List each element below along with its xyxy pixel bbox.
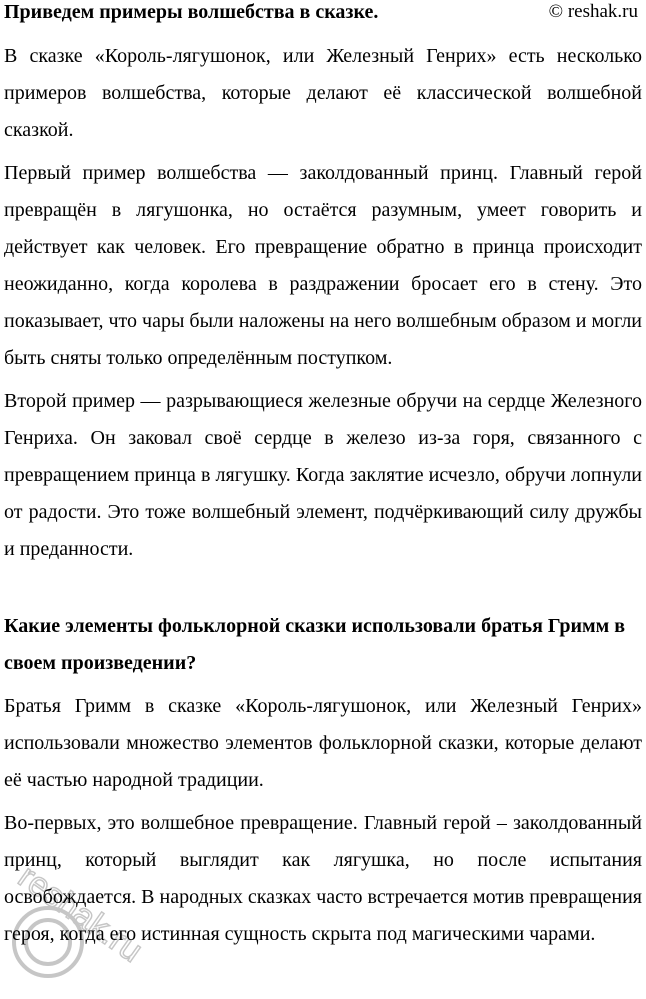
paragraph-grimm-intro: Братья Гримм в сказке «Король-лягушонок, или Железный Генрих» использовали множество элементов фольклорной сказки, которые делают её частью народной традиции. — [4, 695, 642, 791]
header — [4, 0, 642, 26]
document-page — [4, 0, 642, 959]
section-heading: Приведем примеры волшебства в сказке. — [4, 1, 379, 23]
copyright-label: © reshak.ru — [548, 1, 638, 22]
paragraph-intro: В сказке «Король-лягушонок, или Железный Генрих» есть несколько примеров волшебства, которые делают её классической волшебной сказкой. — [4, 45, 642, 141]
paragraph-first-example: Первый пример волшебства — заколдованный принц. Главный герой превращён в лягушонка, но остаётся разумным, умеет говорить и действует как человек. Его превращение обратно в принца происходит неожиданно, когда королева в раздражении бросает его в стену. Это показывает, что чары были наложены на него волшебным образом и могли быть сняты только определённым поступком. — [4, 162, 642, 369]
question-heading: Какие элементы фольклорной сказки использовали братья Гримм в своем произведении? — [4, 615, 626, 674]
section-spacer — [4, 574, 642, 608]
paragraph-second-example: Второй пример — разрывающиеся железные обручи на сердце Железного Генриха. Он заковал своё сердце в железо из-за горя, связанного с превращением принца в лягушку. Когда заклятие исчезло, обручи лопнули от радости. Это тоже волшебный элемент, подчёркивающий силу дружбы и преданности. — [4, 390, 642, 560]
watermark-text: reshak.ru — [11, 857, 150, 970]
paragraph-transformation: Во-первых, это волшебное превращение. Главный герой – заколдованный принц, который выглядит как лягушка, но после испытания освобождается. В народных сказках часто встречается мотив превращения героя, когда его истинная сущность скрыта под магическими чарами. — [4, 812, 642, 945]
